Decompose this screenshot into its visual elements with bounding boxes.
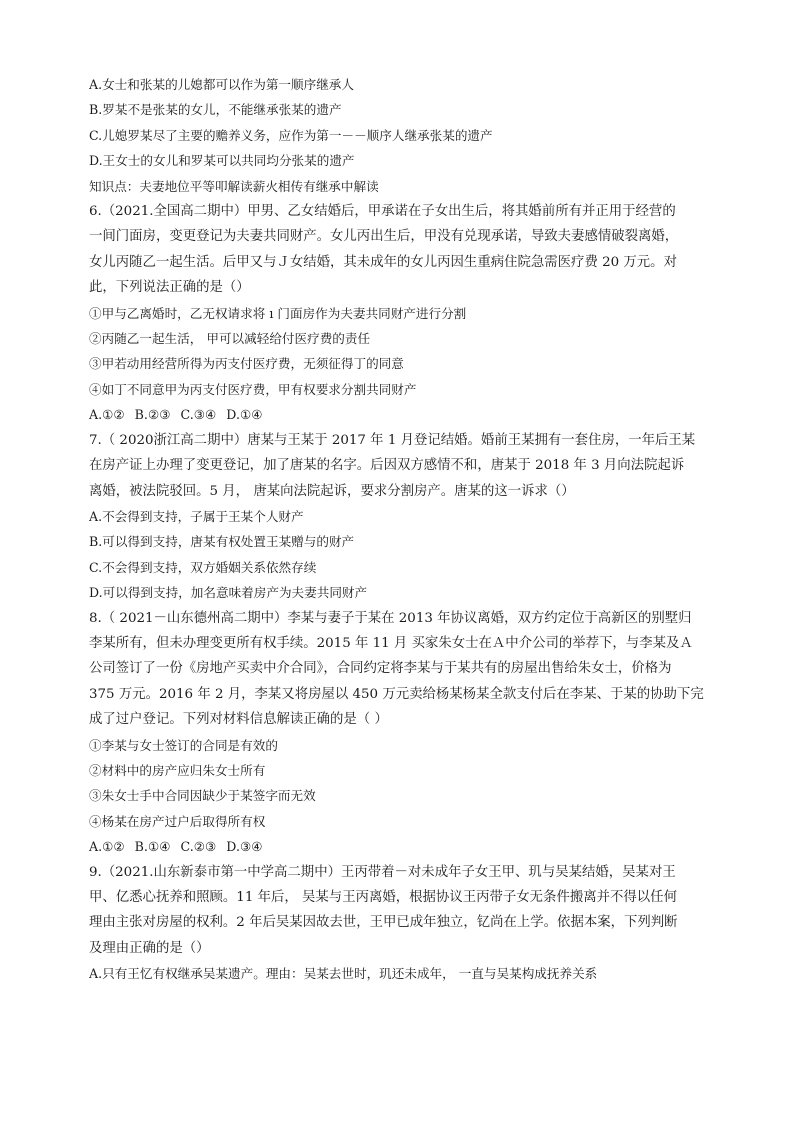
q8-stem-line: 375 万元。2016 年 2 月，李某又将房屋以 450 万元卖给杨某杨某全款支付后在李某、于某的协助下完 <box>89 686 704 702</box>
q8-stem-line: 公司签订了一份《房地产买卖中介合同》，合同约定将李某与于某共有的房屋出售给朱女士，价格为 <box>89 661 672 677</box>
q7-stem-line: 7.（ 2020浙江高二期中）唐某与王某于 2017 年 1 月登记结婚。婚前王某拥有一套住房，一年后王某 <box>89 432 696 448</box>
q6-stem-line: 6.（2021.全国高二期中）甲男、乙女结婚后，甲承诺在子女出生后，将其婚前所有并正用于经营的 <box>89 204 676 220</box>
q5-option-d: D.王女士的女儿和罗某可以共同均分张某的遗产 <box>89 153 355 169</box>
q6-stem-line: 女儿丙随乙一起生活。后甲又与Ｊ女结婚，其未成年的女儿丙因生重病住院急需医疗费 20 万元。对 <box>89 254 677 270</box>
question-8 <box>89 606 709 860</box>
q8-statement-4: ④杨某在房产过户后取得所有权 <box>89 813 266 829</box>
q9-stem <box>89 860 709 962</box>
question-7 <box>89 428 709 606</box>
q6-statement-3: ③甲若动用经营所得为丙支付医疗费，无须征得丁的同意 <box>89 356 404 372</box>
question-6 <box>89 199 709 428</box>
q7-option-a: A.不会得到支持，子属于王某个人财产 <box>89 508 304 524</box>
q5-option-a: A.女士和张某的儿媳都可以作为第一顺序继承人 <box>89 77 354 92</box>
q7-option-d: D.可以得到支持，加名意味着房产为夫妻共同财产 <box>89 585 368 601</box>
q8-stem-line: 李某所有，但未办理变更所有权手续。2015 年 11 月 买家朱女士在Ａ中介公司的举荐下，与李某及Ａ <box>89 635 693 651</box>
q6-stem-line: 此，下列说法正确的是（） <box>89 280 250 296</box>
q6-choices: A.①② B.②③ C.③④ D.①④ <box>89 407 263 423</box>
q7-option-b: B.可以得到支持，唐某有权处置王某赠与的财产 <box>89 534 355 550</box>
q8-stem-line: 成了过户登记。下列对材料信息解读正确的是（ ） <box>89 712 388 728</box>
q8-statement-1: ①李某与女士签订的合同是有效的 <box>89 737 278 753</box>
q9-stem-line: 及理由正确的是（） <box>89 940 210 956</box>
q7-stem <box>89 428 709 504</box>
q8-stem <box>89 606 709 733</box>
q5-option-b: B.罗某不是张某的女儿，不能继承张某的遗产 <box>89 102 342 118</box>
q6-statement-4: ④如丁不同意甲为丙支付医疗费，甲有权要求分割共同财产 <box>89 381 417 397</box>
q9-option-a: A.只有王忆有权继承吴某遗产。理由：吴某去世时，玑还未成年， 一直与吴某构成抚养关系 <box>89 966 598 982</box>
q9-stem-line: 甲、亿悉心抚养和照顾。11 年后， 吴某与王丙离婚，根据协议王丙带子女无条件搬离并不得以任何 <box>89 890 677 905</box>
q7-stem-line: 在房产证上办理了变更登记，加了唐某的名字。后因双方感情不和，唐某于 2018 年 3 月向法院起诉 <box>89 458 685 474</box>
q9-stem-line: 理由主张对房屋的权利。2 年后吴某因故去世，王甲已成年独立，钇尚在上学。依据本案，下列判断 <box>89 915 678 931</box>
q5-options <box>89 72 709 174</box>
q9-stem-line: 9.（2021.山东新泰市第一中学高二期中）王丙带着－对未成年子女王甲、玑与吴某结婚，吴某对王 <box>89 864 676 880</box>
document-content <box>89 72 709 987</box>
q8-statement-3: ③朱女士手中合同因缺少于某签字而无效 <box>89 788 316 804</box>
q8-stem-line: 8.（ 2021－山东德州高二期中）李某与妻子于某在 2013 年协议离婚，双方约定位于高新区的别墅归 <box>89 610 692 626</box>
q7-option-c: C.不会得到支持，双方婚姻关系依然存续 <box>89 559 317 575</box>
q6-stem-line: 一间门面房，变更登记为夫妻共同财产。女儿丙出生后，甲没有兑现承诺，导致夫妻感情破裂离婚， <box>89 229 679 245</box>
q6-stem <box>89 199 709 301</box>
q6-statement-2: ②丙随乙一起生活， 甲可以减轻给付医疗费的责任 <box>89 331 371 347</box>
knowledge-point: 知识点：夫妻地位平等叩解读薪火相传有继承中解读 <box>89 178 379 194</box>
q6-statement-1: ①甲与乙离婚时，乙无权请求将 ı 门面房作为夫妻共同财产进行分割 <box>89 305 467 321</box>
question-9 <box>89 860 709 987</box>
q5-option-c: C.儿媳罗某尽了主要的赡养义务，应作为第一－－顺序人继承张某的遗产 <box>89 127 493 143</box>
q8-choices: A.①② B.①④ C.②③ D.③④ <box>89 839 263 855</box>
q8-statement-2: ②材料中的房产应归朱女士所有 <box>89 762 266 778</box>
q7-stem-line: 离婚，被法院驳回。5 月， 唐某向法院起诉，要求分割房产。唐某的这一诉求（） <box>89 483 575 499</box>
